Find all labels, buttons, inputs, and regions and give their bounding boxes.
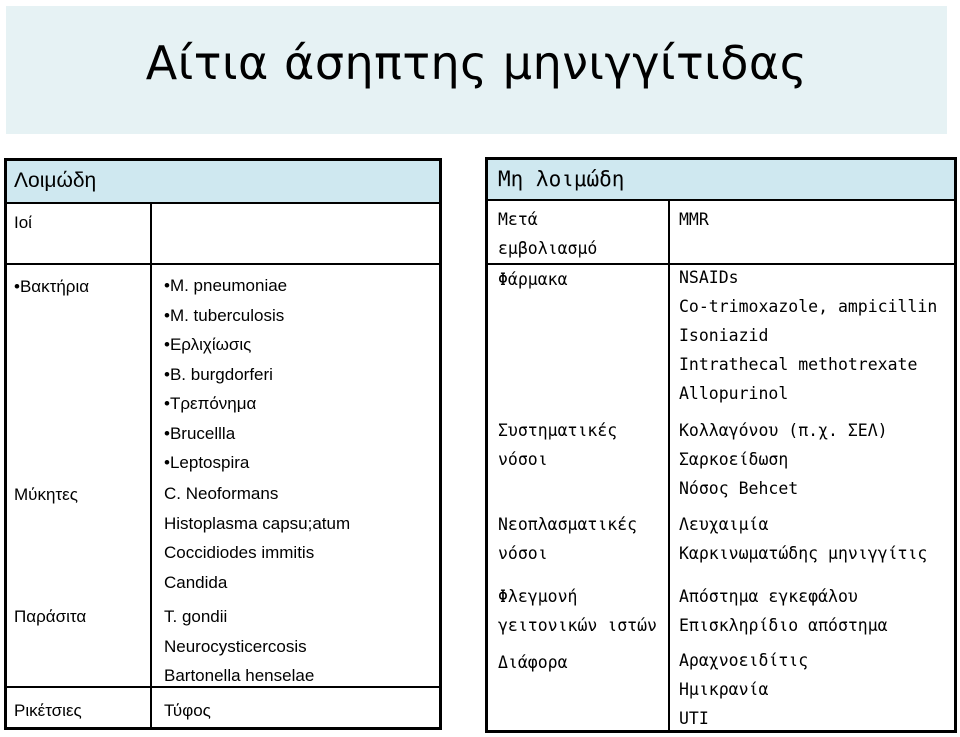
list-item: •Leptospira (164, 453, 250, 472)
list-item: Isoniazid (679, 326, 769, 345)
list-item: T. gondii (164, 607, 228, 626)
list-item: Intrathecal methotrexate (679, 355, 918, 374)
fungi-list (164, 479, 350, 597)
divider (7, 202, 439, 204)
slide-title: Αίτια άσηπτης μηνιγγίτιδας (145, 36, 808, 90)
bacteria-list (164, 271, 287, 478)
list-item: NSAIDs (679, 268, 739, 287)
row-label-fungi: Μύκητες (14, 485, 78, 504)
list-item: Histoplasma capsu;atum (164, 513, 351, 533)
list-item: Καρκινωματώδης μηνιγγίτις (679, 544, 928, 563)
infectious-table (4, 158, 442, 730)
adjacent-inflammation-list (679, 582, 888, 640)
list-item: •M. tuberculosis (164, 305, 285, 325)
list-item: Σαρκοείδωση (679, 450, 789, 469)
list-item: Κολλαγόνου (π.χ. ΣΕΛ) (679, 421, 888, 440)
systemic-diseases-list (679, 416, 888, 503)
row-label-bacteria: •Βακτήρια (14, 277, 90, 296)
row-label-post-vaccination: Μετά εμβολιασμό (498, 210, 598, 258)
rickettsiae-list (164, 696, 211, 726)
list-item: •Ερλιχίωσις (164, 335, 252, 354)
row-label-drugs: Φάρμακα (498, 270, 568, 289)
list-item: UTI (679, 709, 709, 728)
divider (7, 263, 439, 265)
list-item: Νόσος Behcet (679, 479, 799, 498)
row-label-parasites: Παράσιτα (14, 607, 87, 626)
row-label-viruses: Ιοί (14, 213, 32, 232)
miscellaneous-list (679, 646, 808, 733)
divider (668, 199, 670, 730)
list-item: Neurocysticercosis (164, 636, 307, 656)
list-item: MMR (679, 210, 709, 229)
drugs-list (679, 263, 937, 408)
parasites-list (164, 602, 314, 691)
infectious-header-text: Λοιμώδη (14, 169, 97, 192)
non-infectious-header (488, 160, 954, 200)
list-item: Επισκληρίδιο απόστημα (679, 616, 888, 635)
list-item: •Τρεπόνημα (164, 394, 257, 413)
list-item: Candida (164, 572, 228, 592)
list-item: Τύφος (164, 701, 211, 720)
row-label-systemic-diseases: Συστηματικές νόσοι (498, 421, 618, 469)
list-item: Co-trimoxazole, ampicillin (679, 297, 938, 316)
list-item: Αραχνοειδίτις (679, 651, 809, 670)
list-item: •B. burgdorferi (164, 364, 273, 384)
list-item: Απόστημα εγκεφάλου (679, 587, 858, 606)
neoplastic-diseases-list (679, 510, 927, 568)
row-label-adjacent-inflammation: Φλεγμονή γειτονικών ιστών (498, 587, 657, 635)
divider (488, 199, 954, 201)
list-item: Bartonella henselae (164, 666, 315, 685)
list-item: Allopurinol (679, 384, 789, 403)
list-item: Coccidiodes immitis (164, 543, 315, 562)
row-label-rickettsiae: Ρικέτσιες (14, 701, 82, 720)
list-item: Ημικρανία (679, 680, 769, 699)
post-vaccination-list (679, 205, 709, 234)
list-item: C. Neoformans (164, 484, 279, 503)
non-infectious-table (485, 157, 957, 733)
list-item: Λευχαιμία (679, 515, 769, 534)
row-label-neoplastic-diseases: Νεοπλασματικές νόσοι (498, 515, 638, 563)
infectious-header (7, 161, 439, 203)
divider (150, 202, 152, 727)
title-band (6, 6, 947, 134)
non-infectious-header-text: Μη λοιμώδη (498, 167, 625, 191)
list-item: •M. pneumoniae (164, 276, 288, 295)
list-item: •Brucellla (164, 423, 236, 443)
row-label-miscellaneous: Διάφορα (498, 653, 568, 672)
